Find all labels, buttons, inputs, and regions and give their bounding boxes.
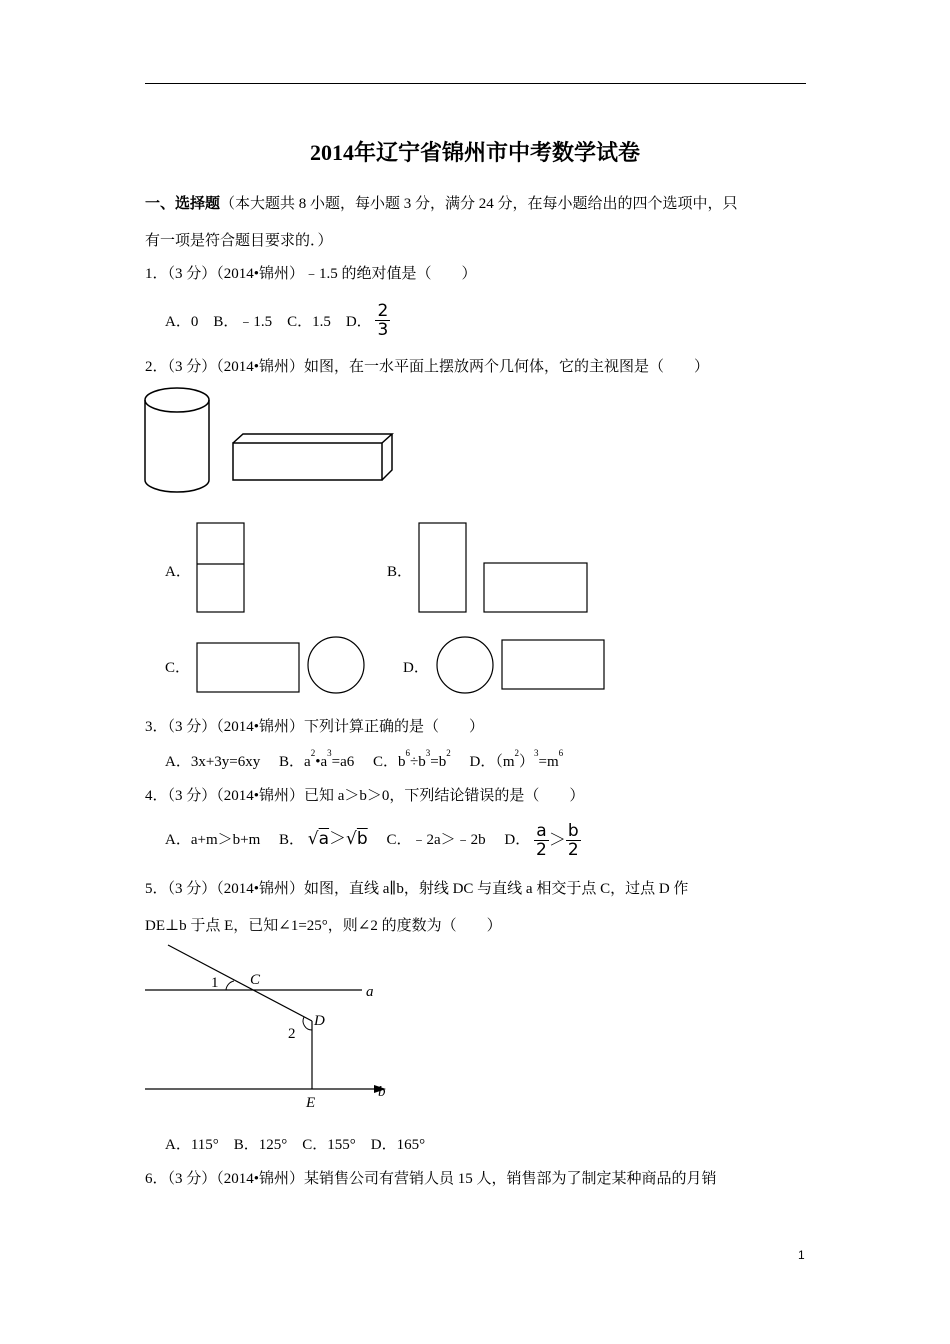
q4-options [165, 820, 581, 860]
q3-d-exp1: 2 [514, 748, 520, 758]
q1-options [165, 302, 390, 339]
q3-text: 3．（3 分）（2014•锦州）下列计算正确的是（ ） [145, 719, 485, 735]
q3-c-exp3: 2 [446, 748, 451, 758]
q4-frac2-den: 2 [567, 840, 579, 861]
q2-option-b-figure [418, 522, 590, 614]
ray-dc [168, 945, 312, 1021]
section-note-2: 有一项是符合题目要求的．） [145, 233, 333, 249]
q4-opt-b: B． [279, 832, 305, 848]
q3-b-post: =a6 [331, 754, 355, 770]
q3-d-pre: D．（m [469, 754, 515, 770]
q5-figure [140, 940, 400, 1115]
q5-options: A．115° B．125° C．155° D．165° [165, 1137, 426, 1153]
q3-d-exp2: 3 [534, 748, 539, 758]
q1-fraction [375, 302, 390, 339]
q3-options [165, 750, 563, 771]
q2-text: 2．（3 分）（2014•锦州）如图，在一水平面上摆放两个几何体，它的主视图是（ ） [145, 359, 710, 375]
q3-d-exp3: 6 [558, 748, 564, 758]
section-heading-line [145, 192, 738, 213]
q3-b-pre: B．a [279, 754, 311, 770]
q2-option-a-figure [196, 522, 246, 614]
q1-frac-num: 2 [377, 301, 389, 321]
q2-option-a-label: A． [165, 564, 191, 580]
q4-sqrt-expr [308, 829, 368, 849]
q2-option-b-label: B． [387, 564, 413, 580]
q3-c-exp1: 6 [405, 748, 411, 758]
angle-1-arc [226, 981, 234, 990]
q3-c-pre: C．b [373, 754, 406, 770]
fig-label-1: 1 [211, 975, 219, 991]
fig-label-C: C [250, 972, 261, 988]
sqrt-icon: √ [307, 829, 319, 849]
cylinder-shape [145, 388, 209, 492]
q1-options-text: A．0 B．﹣1.5 C．1.5 D． [165, 314, 372, 330]
q3-d-mid: ） [519, 754, 535, 770]
q4-frac-1 [534, 822, 549, 859]
q4-gt: ＞ [329, 829, 347, 849]
q4-frac2-num: b [566, 822, 581, 841]
q4-frac-2 [566, 822, 581, 859]
q3-b-exp1: 2 [310, 748, 316, 758]
q4-opt-c: C．﹣2a＞﹣2b [386, 832, 486, 848]
q3-c-exp2: 3 [425, 748, 431, 758]
q6-text: 6．（3 分）（2014•锦州）某销售公司有营销人员 15 人，销售部为了制定某种商品的月销 [145, 1171, 717, 1187]
q4-opt-d: D． [504, 832, 531, 848]
q3-opt-b [279, 748, 355, 770]
q3-c-mid1: ÷b [410, 754, 426, 770]
fig-label-b: b [378, 1084, 386, 1100]
q4-text: 4．（3 分）（2014•锦州）已知 a＞b＞0，下列结论错误的是（ ） [145, 788, 585, 804]
q5-line2: DE⊥b 于点 E，已知∠1=25°，则∠2 的度数为（ ） [145, 918, 502, 934]
page-title: 2014年辽宁省锦州市中考数学试卷 [309, 140, 640, 165]
fig-label-a: a [366, 984, 374, 1000]
q3-b-mid: •a [315, 754, 328, 770]
q2-option-d-label: D． [403, 660, 429, 676]
q2-option-d-figure [435, 634, 607, 696]
sqrt-icon: √ [346, 829, 357, 849]
q4-sqrt-b: b [356, 829, 368, 849]
q2-option-c-figure [195, 634, 367, 696]
cuboid-shape [233, 434, 392, 480]
q3-opt-a: A．3x+3y=6xy [165, 754, 261, 770]
q2-figure [140, 380, 410, 500]
q3-opt-d [469, 748, 564, 770]
q3-d-post: =m [538, 754, 559, 770]
q4-opt-a: A．a+m＞b+m [165, 832, 261, 848]
q1-frac-den: 3 [377, 320, 389, 340]
q4-frac-gt: ＞ [548, 830, 566, 851]
q2-option-c-label: C． [165, 660, 191, 676]
header-rule [145, 83, 806, 84]
q4-frac1-num: a [534, 822, 549, 841]
q5-line1: 5．（3 分）（2014•锦州）如图，直线 a∥b，射线 DC 与直线 a 相交于点 C，过点 D 作 [145, 881, 689, 897]
section-heading: 一、选择题 [145, 196, 221, 212]
fig-label-E: E [306, 1095, 316, 1111]
q4-frac1-den: 2 [535, 840, 547, 861]
q1-text: 1．（3 分）（2014•锦州）﹣1.5 的绝对值是（ ） [145, 266, 477, 282]
q3-opt-c [373, 748, 451, 770]
fig-label-D: D [314, 1013, 325, 1029]
fig-label-2: 2 [288, 1026, 296, 1042]
q3-b-exp2: 3 [327, 748, 332, 758]
section-note-1: （本大题共 8 小题，每小题 3 分，满分 24 分，在每小题给出的四个选项中，只 [220, 196, 738, 212]
page-number: 1 [798, 1248, 805, 1262]
q4-sqrt-a: a [318, 829, 330, 849]
q3-c-mid2: =b [430, 754, 447, 770]
